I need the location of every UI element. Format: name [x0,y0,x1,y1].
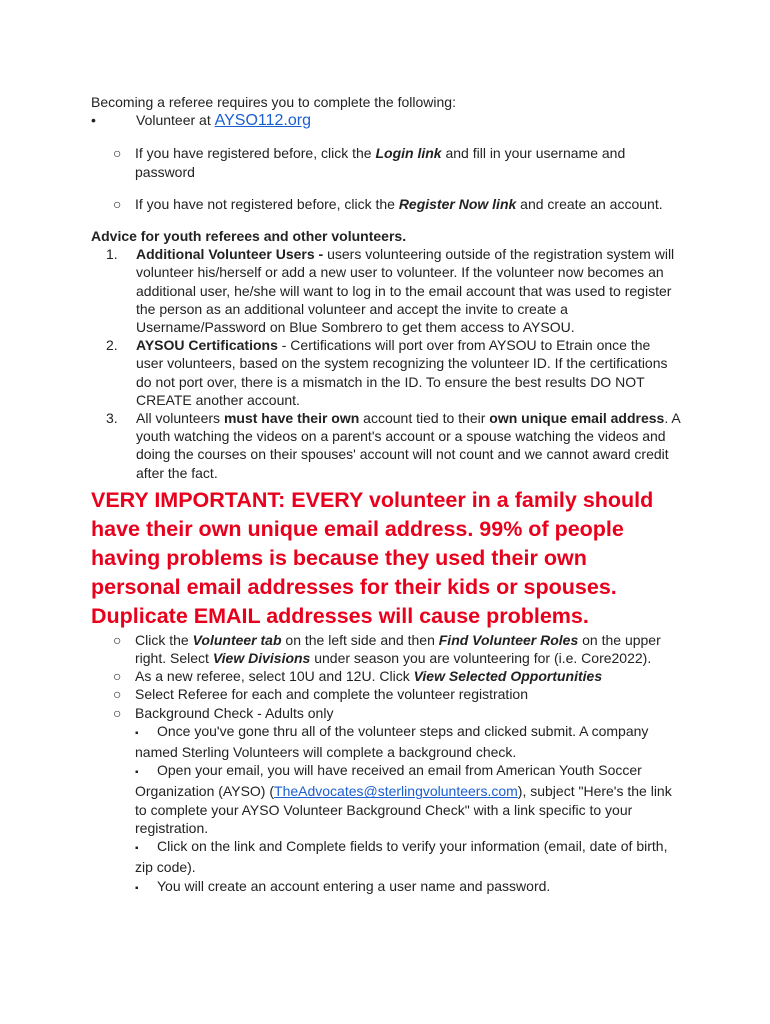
step-4-text: Background Check - Adults only [135,704,334,721]
not-registered-text-b: and create an account. [516,195,663,212]
registration-subitems [91,144,681,213]
step-1-text-a: Click the [135,631,193,648]
background-step-3-text: Click on the link and Complete fields to verify your information (email, date of birth, zip code). [135,838,668,876]
volunteer-text [136,111,311,130]
advice-item-3-text-a: All volunteers [136,410,224,427]
background-step-4 [135,877,681,898]
square-marker: ▪ [135,767,139,779]
important-warning: VERY IMPORTANT: EVERY volunteer in a family should have their own unique email address. 99% of people having problems is because they used their own personal email addresses for their kids or spouses. Duplicate EMAIL addresses will cause problems. [91,487,654,628]
step-1-text-b: on the left side and then [281,631,439,648]
login-link-text: Login link [375,145,442,162]
step-1-text-d: under season you are volunteering for (i.e. Core2022). [310,650,652,667]
not-registered-item [113,195,681,213]
view-divisions-text: View Divisions [212,650,311,667]
advice-item-3-text-b: account tied to their [359,410,490,427]
step-select-divisions [113,667,681,685]
list-number: 1. [106,246,118,263]
document-page [91,93,681,898]
circle-marker: ○ [113,631,122,648]
advice-item-1-title: Additional Volunteer Users - [136,246,324,263]
circle-marker: ○ [113,704,122,721]
intro-text: Becoming a referee requires you to complete the following: [91,94,456,110]
background-step-1-text: Once you've gone thru all of the volunteer steps and clicked submit. A company named Sterling Volunteers will complete a background check. [135,722,649,761]
registered-text-b: and fill in your username and password [135,145,626,180]
step-select-referee [113,685,681,703]
advice-item-1-text: users volunteering outside of the registration system will volunteer his/herself or add a new user to volunteer. If the volunteer now becomes an additional user, he/she will want to log in to the email account that was used to register the person as an additional volunteer and accept the invite to create a Username/Password on Blue Sombrero to get them access to AYSOU. [136,246,675,336]
advice-item-2 [91,336,681,409]
background-step-2-text-b: ), subject "Here's the link to complete your AYSO Volunteer Background Check" with a link specific to your registration. [135,783,672,836]
volunteer-tab-text: Volunteer tab [192,631,282,648]
advice-item-3-bold-1: must have their own [223,410,360,427]
registered-before-item [113,144,681,180]
square-marker: ▪ [135,727,139,739]
circle-marker: ○ [113,195,122,212]
step-2-text-a: As a new referee, select 10U and 12U. Click [135,668,414,685]
list-number: 3. [106,410,118,427]
volunteer-prefix: Volunteer at [136,112,215,129]
bullet-marker: • [91,112,96,129]
volunteer-bullet-item [91,111,681,130]
advice-heading: Advice for youth referees and other volunteers. [91,228,407,245]
background-check-substeps [113,722,681,898]
step-volunteer-tab [113,631,681,667]
sterling-email-link[interactable]: TheAdvocates@sterlingvolunteers.com [274,783,518,800]
background-step-1 [135,722,681,761]
find-volunteer-roles-text: Find Volunteer Roles [438,631,579,648]
square-marker: ▪ [135,882,139,894]
ayso-link[interactable]: AYSO112.org [214,112,311,130]
background-step-3 [135,837,681,876]
volunteer-steps [91,631,681,898]
view-selected-opportunities-text: View Selected Opportunities [413,668,603,685]
advice-item-3-text-c: . A youth watching the videos on a parent's account or a spouse watching the videos and doing the courses on their spouses' account will not count and we cannot award credit after the fact. [136,410,680,481]
background-step-2-text-a: Open your email, you will have received an email from American Youth Soccer Organization (AYSO) ( [135,762,642,800]
advice-list [91,245,681,482]
advice-item-1 [91,245,681,336]
step-1-text-c: on the upper right. Select [135,631,661,667]
circle-marker: ○ [113,686,122,703]
advice-item-3-bold-2: own unique email address [489,410,665,427]
background-step-4-text: You will create an account entering a user name and password. [157,877,551,894]
advice-item-2-title: AYSOU Certifications [136,337,278,354]
advice-item-2-text: - Certifications will port over from AYSOU to Etrain once the user volunteers, based on the system recognizing the volunteer ID. If the certifications do not port over, there is a mismatch in the ID. To ensure the best results DO NOT CREATE another account. [136,337,668,408]
not-registered-text-a: If you have not registered before, click the [135,195,399,212]
register-now-link-text: Register Now link [398,195,517,212]
circle-marker: ○ [113,668,122,685]
circle-marker: ○ [113,145,122,162]
background-step-2 [135,761,681,837]
registered-text-a: If you have registered before, click the [135,145,376,162]
square-marker: ▪ [135,843,139,855]
list-number: 2. [106,337,118,354]
advice-item-3 [91,409,681,482]
step-3-text: Select Referee for each and complete the volunteer registration [135,686,529,703]
step-background-check [113,704,681,722]
